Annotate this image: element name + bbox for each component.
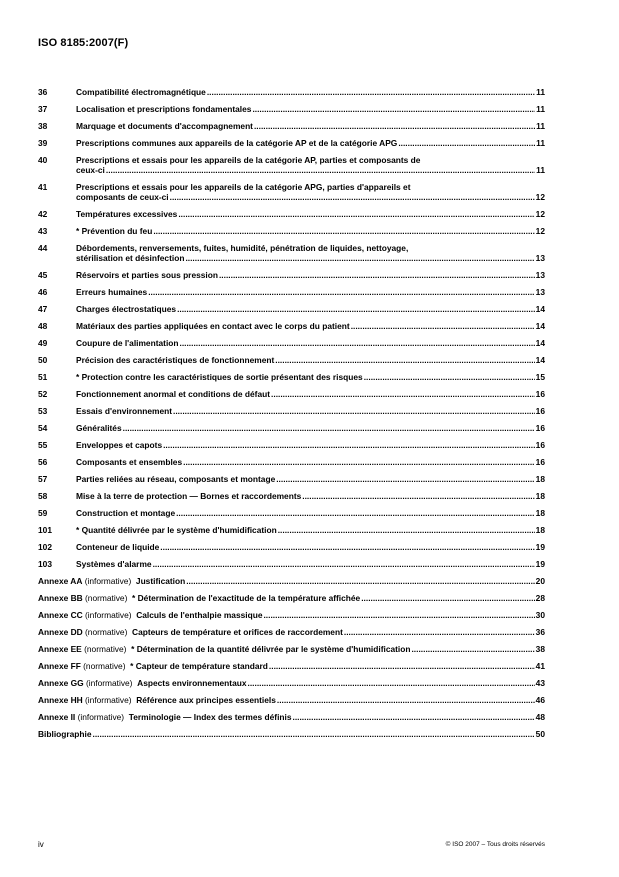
toc-title: Coupure de l'alimentation <box>76 338 179 348</box>
toc-number: 51 <box>38 372 48 382</box>
toc-title-line-1: Prescriptions et essais pour les appareils de la catégorie AP, parties et composants de <box>76 155 421 165</box>
toc-annex-cc[interactable] <box>38 610 545 620</box>
toc-title-line-2: composants de ceux-ci <box>76 192 169 202</box>
toc-number: 45 <box>38 270 48 280</box>
toc-annex-ii[interactable] <box>38 712 545 722</box>
toc-title: Mise à la terre de protection — Bornes et raccordements <box>76 491 302 501</box>
toc-number: 49 <box>38 338 48 348</box>
annex-page: 20 <box>535 576 545 586</box>
toc-entry-52[interactable] <box>38 389 545 399</box>
toc-title-line-2: stérilisation et désinfection <box>76 253 185 263</box>
toc-page: 12 <box>535 192 545 202</box>
toc-page: 18 <box>535 491 545 501</box>
toc-entry-51[interactable] <box>38 372 545 382</box>
toc-page: 15 <box>535 372 545 382</box>
toc-title: Systèmes d'alarme <box>76 559 152 569</box>
toc-entry-36[interactable] <box>38 87 545 97</box>
toc-title: * Protection contre les caractéristiques de sortie présentant des risques <box>76 372 363 382</box>
toc-page: 11 <box>536 87 545 97</box>
toc-page: 18 <box>535 525 545 535</box>
toc-entry-101[interactable] <box>38 525 545 535</box>
toc-title: Marquage et documents d'accompagnement <box>76 121 253 131</box>
toc-number: 36 <box>38 87 48 97</box>
toc-annex-hh[interactable] <box>38 695 545 705</box>
toc-annex-bb[interactable] <box>38 593 545 603</box>
toc-page: 12 <box>535 209 545 219</box>
annex-title: * Capteur de température standard <box>130 661 268 671</box>
annex-type: (informative) <box>85 610 132 620</box>
page-number: iv <box>38 840 44 849</box>
toc-title: Parties reliées au réseau, composants et montage <box>76 474 276 484</box>
toc-page: 16 <box>535 457 545 467</box>
annex-title: * Détermination de la quantité délivrée par le système d'humidification <box>131 644 411 654</box>
toc-entry-54[interactable] <box>38 423 545 433</box>
toc-entry-57[interactable] <box>38 474 545 484</box>
toc-title-line-1: Débordements, renversements, fuites, humidité, pénétration de liquides, nettoyage, <box>76 243 409 253</box>
toc-page: 14 <box>535 321 545 331</box>
toc-number: 41 <box>38 182 48 192</box>
annex-page: 30 <box>535 610 545 620</box>
toc-number: 37 <box>38 104 48 114</box>
annex-title: Aspects environnementaux <box>137 678 247 688</box>
toc-page: 14 <box>535 304 545 314</box>
toc-title-line-1: Prescriptions et essais pour les appareils de la catégorie APG, parties d'appareils et <box>76 182 411 192</box>
annex-label: Annexe CC <box>38 610 83 620</box>
toc-entry-47[interactable] <box>38 304 545 314</box>
toc-title: Charges électrostatiques <box>76 304 177 314</box>
annex-label: Annexe FF <box>38 661 81 671</box>
toc-number: 47 <box>38 304 48 314</box>
annex-type: (normative) <box>85 627 128 637</box>
toc-number: 103 <box>38 559 52 569</box>
toc-number: 52 <box>38 389 48 399</box>
toc-number: 54 <box>38 423 48 433</box>
annex-type: (informative) <box>85 695 132 705</box>
toc-entry-56[interactable] <box>38 457 545 467</box>
toc-number: 59 <box>38 508 48 518</box>
toc-page: 16 <box>535 406 545 416</box>
toc-title: Fonctionnement anormal et conditions de défaut <box>76 389 271 399</box>
annex-page: 28 <box>535 593 545 603</box>
toc-title: Prescriptions communes aux appareils de la catégorie AP et de la catégorie APG <box>76 138 398 148</box>
annex-type: (normative) <box>83 661 126 671</box>
toc-number: 55 <box>38 440 48 450</box>
toc-page: 16 <box>535 423 545 433</box>
annex-page: 41 <box>535 661 545 671</box>
annex-label: Annexe DD <box>38 627 83 637</box>
toc-page: 11 <box>536 121 545 131</box>
annex-page: 43 <box>535 678 545 688</box>
toc-number: 39 <box>38 138 48 148</box>
toc-title: Matériaux des parties appliquées en contact avec le corps du patient <box>76 321 350 331</box>
toc-entry-40[interactable] <box>38 155 545 175</box>
annex-title: Calculs de l'enthalpie massique <box>136 610 263 620</box>
toc-number: 56 <box>38 457 48 467</box>
toc-number: 101 <box>38 525 52 535</box>
toc-annex-ff[interactable] <box>38 661 545 671</box>
toc-bibliography[interactable] <box>38 729 545 739</box>
toc-number: 50 <box>38 355 48 365</box>
toc-entry-103[interactable] <box>38 559 545 569</box>
annex-title: Justification <box>135 576 186 586</box>
toc-entry-102[interactable] <box>38 542 545 552</box>
toc-title: Conteneur de liquide <box>76 542 160 552</box>
toc-number: 38 <box>38 121 48 131</box>
toc-title: Précision des caractéristiques de fonctionnement <box>76 355 275 365</box>
toc-number: 40 <box>38 155 48 165</box>
toc-title: Températures excessives <box>76 209 178 219</box>
annex-title: * Détermination de l'exactitude de la température affichée <box>132 593 361 603</box>
bibliography-title: Bibliographie <box>38 729 92 739</box>
toc-page: 18 <box>535 474 545 484</box>
toc-entry-58[interactable] <box>38 491 545 501</box>
toc-annex-dd[interactable] <box>38 627 545 637</box>
toc-title: Essais d'environnement <box>76 406 173 416</box>
annex-title: Capteurs de température et orifices de raccordement <box>132 627 343 637</box>
toc-number: 44 <box>38 243 48 253</box>
toc-number: 53 <box>38 406 48 416</box>
annex-label: Annexe II <box>38 712 76 722</box>
toc-number: 46 <box>38 287 48 297</box>
toc-number: 57 <box>38 474 48 484</box>
toc-number: 102 <box>38 542 52 552</box>
annex-title: Terminologie — Index des termes définis <box>128 712 292 722</box>
toc-page: 14 <box>535 355 545 365</box>
annex-type: (normative) <box>84 644 127 654</box>
copyright-notice: © ISO 2007 – Tous droits réservés <box>445 841 545 848</box>
annex-label: Annexe AA <box>38 576 83 586</box>
toc-entry-39[interactable] <box>38 138 545 148</box>
toc-title: Compatibilité électromagnétique <box>76 87 206 97</box>
annex-label: Annexe HH <box>38 695 83 705</box>
toc-entry-43[interactable] <box>38 226 545 236</box>
annex-type: (informative) <box>77 712 125 722</box>
toc-page: 16 <box>535 389 545 399</box>
toc-title: Enveloppes et capots <box>76 440 163 450</box>
toc-page: 13 <box>535 270 545 280</box>
toc-title: * Quantité délivrée par le système d'humidification <box>76 525 277 535</box>
bibliography-page: 50 <box>535 729 545 739</box>
annex-page: 38 <box>535 644 545 654</box>
document-header: ISO 8185:2007(F) <box>38 37 129 49</box>
toc-entry-42[interactable] <box>38 209 545 219</box>
toc-annex-gg[interactable] <box>38 678 545 688</box>
annex-page: 46 <box>535 695 545 705</box>
toc-title: * Prévention du feu <box>76 226 153 236</box>
toc-page: 12 <box>535 226 545 236</box>
toc-entry-49[interactable] <box>38 338 545 348</box>
toc-title: Construction et montage <box>76 508 176 518</box>
annex-label: Annexe EE <box>38 644 82 654</box>
toc-entry-48[interactable] <box>38 321 545 331</box>
toc-number: 43 <box>38 226 48 236</box>
annex-label: Annexe BB <box>38 593 83 603</box>
toc-entry-59[interactable] <box>38 508 545 518</box>
toc-page: 11 <box>536 165 545 175</box>
toc-number: 58 <box>38 491 48 501</box>
annex-type: (normative) <box>85 593 128 603</box>
annex-type: (informative) <box>85 678 133 688</box>
table-of-contents <box>38 87 545 746</box>
annex-type: (informative) <box>84 576 132 586</box>
toc-title: Localisation et prescriptions fondamentales <box>76 104 252 114</box>
toc-page: 18 <box>535 508 545 518</box>
toc-number: 48 <box>38 321 48 331</box>
toc-page: 13 <box>535 287 545 297</box>
toc-entry-55[interactable] <box>38 440 545 450</box>
toc-title: Généralités <box>76 423 122 433</box>
annex-label: Annexe GG <box>38 678 84 688</box>
toc-entry-44[interactable] <box>38 243 545 263</box>
toc-page: 11 <box>536 138 545 148</box>
toc-entry-37[interactable] <box>38 104 545 114</box>
toc-entry-46[interactable] <box>38 287 545 297</box>
toc-page: 13 <box>535 253 545 263</box>
toc-page: 19 <box>535 542 545 552</box>
toc-entry-41[interactable] <box>38 182 545 202</box>
toc-title: Réservoirs et parties sous pression <box>76 270 218 280</box>
toc-title-line-2: ceux-ci <box>76 165 105 175</box>
toc-title: Composants et ensembles <box>76 457 183 467</box>
toc-entry-45[interactable] <box>38 270 545 280</box>
annex-title: Référence aux principes essentiels <box>136 695 276 705</box>
toc-title: Erreurs humaines <box>76 287 148 297</box>
toc-page: 14 <box>535 338 545 348</box>
annex-page: 36 <box>535 627 545 637</box>
toc-annex-ee[interactable] <box>38 644 545 654</box>
toc-page: 16 <box>535 440 545 450</box>
toc-annex-aa[interactable] <box>38 576 545 586</box>
toc-page: 11 <box>536 104 545 114</box>
toc-entry-38[interactable] <box>38 121 545 131</box>
toc-entry-50[interactable] <box>38 355 545 365</box>
annex-page: 48 <box>535 712 545 722</box>
toc-page: 19 <box>535 559 545 569</box>
toc-entry-53[interactable] <box>38 406 545 416</box>
toc-number: 42 <box>38 209 48 219</box>
